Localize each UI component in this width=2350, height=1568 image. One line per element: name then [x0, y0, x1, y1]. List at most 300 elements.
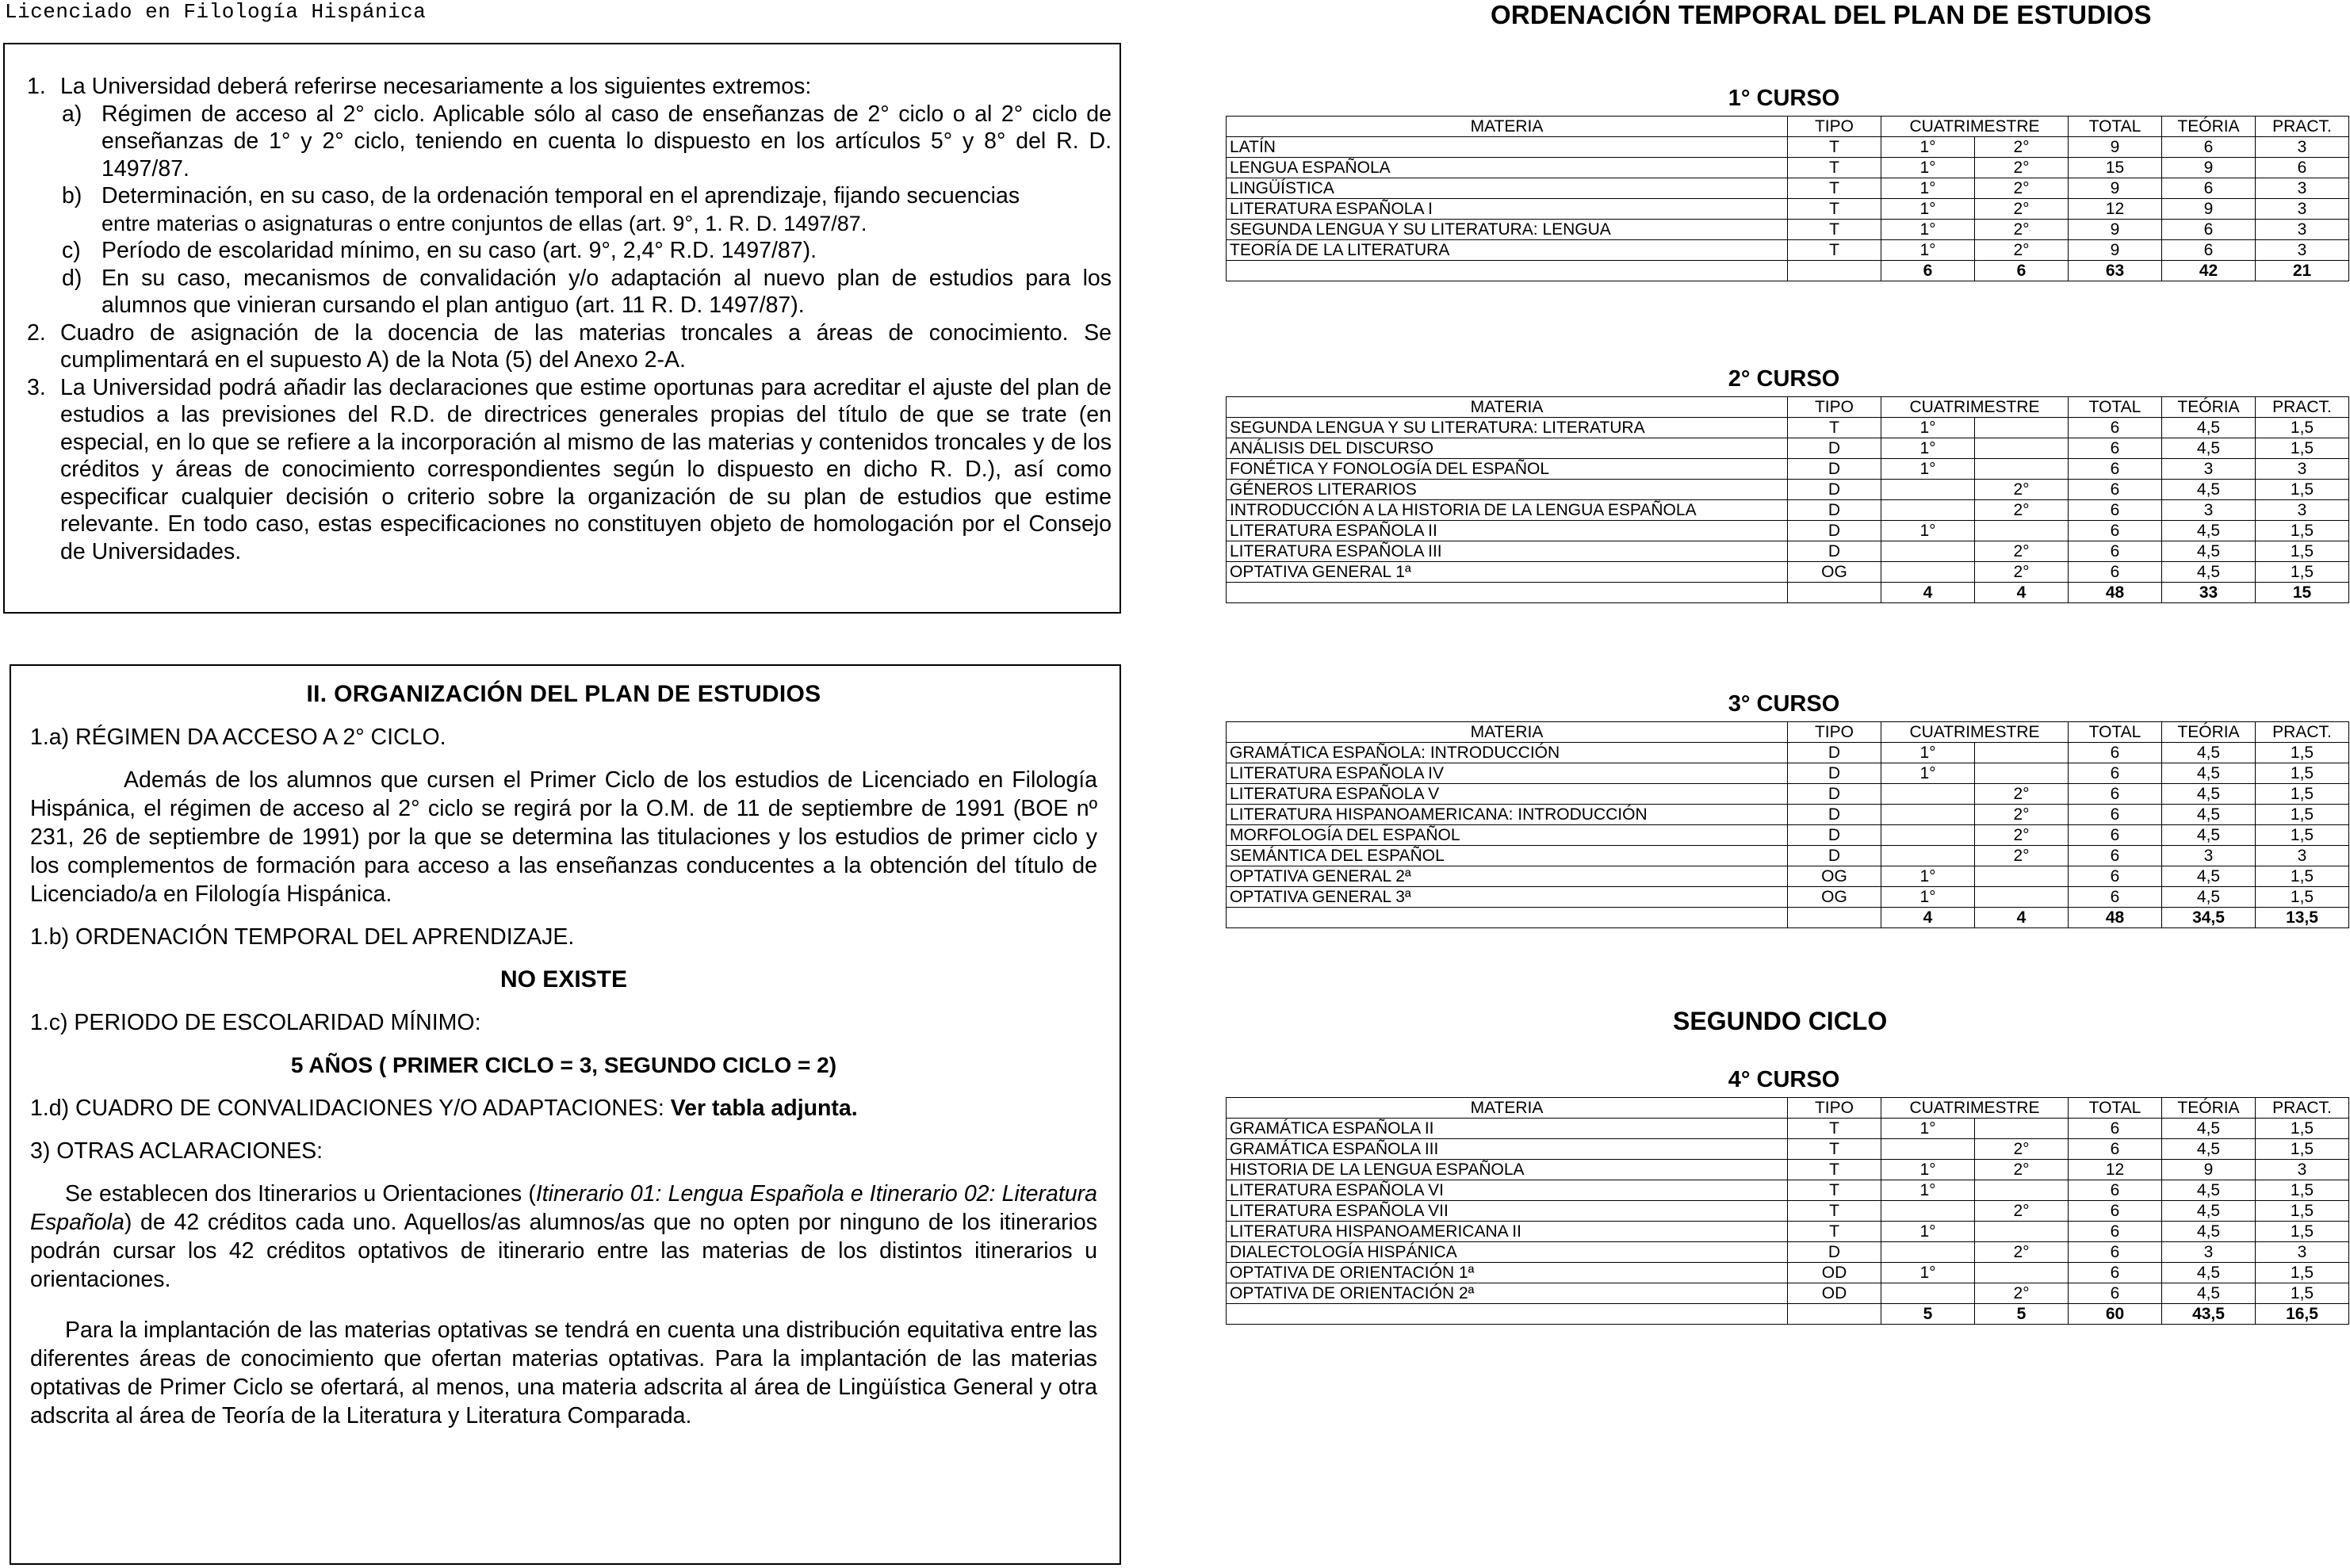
cell-tipo: OG: [1788, 562, 1881, 583]
table-row: [1227, 1222, 2349, 1242]
cell-tipo: OD: [1788, 1283, 1881, 1304]
cell-empty: [1788, 261, 1881, 281]
cell-total: 9: [2069, 178, 2162, 199]
cell-total: 12: [2069, 199, 2162, 220]
cell-total: 12: [2069, 1160, 2162, 1180]
note-text: En su caso, mecanismos de convalidación y/o adaptación al nuevo plan de estudios para los alumnos que vinieran cursando el plan antiguo (art. 11 R. D. 1497/87).: [101, 265, 1112, 318]
cell-teoria: 4,5: [2162, 438, 2256, 459]
section-1d-row: [30, 1094, 1097, 1122]
cell-empty: [1227, 261, 1788, 281]
table-row: [1227, 866, 2349, 887]
cell-cuatrimestre-2: 2°: [1975, 541, 2069, 562]
cell-cuatrimestre-2: 2°: [1975, 805, 2069, 825]
cell-tipo: D: [1788, 438, 1881, 459]
cell-cuatrimestre-2: [1975, 1119, 2069, 1139]
note-number: 1.: [27, 74, 46, 99]
cell-pract: 1,5: [2256, 1201, 2349, 1222]
cell-cuatrimestre-1: [1881, 1283, 1975, 1304]
section-3-text-b: ) de 42 créditos cada uno. Aquellos/as alumnos/as que no opten por ninguno de los itinerarios podrán cursar los 42 créditos optativos de itinerario entre las materias de los distintos itinerarios u orientaciones.: [30, 1210, 1097, 1292]
table-totals-row: [1227, 261, 2349, 281]
course-1-table: [1226, 116, 2349, 281]
cell-teoria: 3: [2162, 500, 2256, 521]
header-cuatrimestre: CUATRIMESTRE: [1881, 1098, 2069, 1119]
cell-teoria: 6: [2162, 178, 2256, 199]
cell-empty: [1227, 908, 1788, 928]
total-pract: 21: [2256, 261, 2349, 281]
cell-tipo: T: [1788, 240, 1881, 261]
note-number: 2.: [27, 319, 46, 346]
cell-materia: LITERATURA HISPANOAMERICANA II: [1227, 1222, 1788, 1242]
cell-total: 6: [2069, 1222, 2162, 1242]
header-teoria: TEÓRIA: [2162, 1098, 2256, 1119]
cell-tipo: D: [1788, 541, 1881, 562]
cell-materia: INTRODUCCIÓN A LA HISTORIA DE LA LENGUA ESPAÑOLA: [1227, 500, 1788, 521]
cell-tipo: T: [1788, 199, 1881, 220]
header-pract: PRACT.: [2256, 397, 2349, 418]
section-3-text-italic: Itinerario 01: Lengua Española e Itinerario 02: Literatura Española: [30, 1181, 1097, 1235]
cell-materia: OPTATIVA GENERAL 1ª: [1227, 562, 1788, 583]
total-teoria: 43,5: [2162, 1304, 2256, 1325]
table-row: [1227, 562, 2349, 583]
cell-tipo: T: [1788, 220, 1881, 240]
cell-teoria: 4,5: [2162, 418, 2256, 438]
section-3-heading: 3) OTRAS ACLARACIONES:: [30, 1138, 323, 1164]
cell-total: 6: [2069, 866, 2162, 887]
cell-cuatrimestre-2: 2°: [1975, 846, 2069, 866]
cell-teoria: 4,5: [2162, 1283, 2256, 1304]
cell-tipo: D: [1788, 459, 1881, 480]
cell-teoria: 4,5: [2162, 541, 2256, 562]
cell-teoria: 4,5: [2162, 1263, 2256, 1283]
cell-cuatrimestre-2: 2°: [1975, 240, 2069, 261]
cell-pract: 3: [2256, 1242, 2349, 1263]
course-3-label: 3° CURSO: [1728, 691, 1840, 717]
total-cuatrimestre-2: 5: [1975, 1304, 2069, 1325]
cell-cuatrimestre-1: 1°: [1881, 158, 1975, 178]
table-row: [1227, 220, 2349, 240]
cell-teoria: 3: [2162, 459, 2256, 480]
cell-materia: LENGUA ESPAÑOLA: [1227, 158, 1788, 178]
cell-cuatrimestre-1: 1°: [1881, 459, 1975, 480]
note-item-2: [27, 319, 1112, 374]
cell-total: 6: [2069, 743, 2162, 763]
section-1d-link: Ver tabla adjunta.: [670, 1096, 858, 1121]
cell-cuatrimestre-2: 2°: [1975, 1160, 2069, 1180]
cell-tipo: T: [1788, 1222, 1881, 1242]
table-row: [1227, 1242, 2349, 1263]
cell-cuatrimestre-1: 1°: [1881, 866, 1975, 887]
course-3-table: [1226, 721, 2349, 928]
total-teoria: 34,5: [2162, 908, 2256, 928]
header-tipo: TIPO: [1788, 397, 1881, 418]
cell-cuatrimestre-1: [1881, 541, 1975, 562]
cell-tipo: T: [1788, 178, 1881, 199]
cell-teoria: 4,5: [2162, 784, 2256, 805]
cell-empty: [1227, 583, 1788, 603]
total-total: 63: [2069, 261, 2162, 281]
note-text: La Universidad podrá añadir las declaraciones que estime oportunas para acreditar el ajuste del plan de estudios a las previsiones del R.D. de directrices generales propias del título de que se trate (en especial, en lo que se refiere a la incorporación al mismo de las materias y contenidos troncales y de los créditos y áreas de conocimiento correspondientes según lo dispuesto en dicho R. D.), así como especificar cualquier decisión o criterio sobre la organización de su plan de estudios que estime relevante. En todo caso, estas especificaciones no constituyen objeto de homologación por el Consejo de Universidades.: [60, 374, 1112, 564]
table-row: [1227, 199, 2349, 220]
cell-teoria: 9: [2162, 158, 2256, 178]
cell-total: 9: [2069, 137, 2162, 158]
cell-tipo: D: [1788, 1242, 1881, 1263]
header-materia: MATERIA: [1227, 1098, 1788, 1119]
cell-pract: 1,5: [2256, 887, 2349, 908]
cell-cuatrimestre-2: 2°: [1975, 178, 2069, 199]
cell-pract: 1,5: [2256, 1263, 2349, 1283]
cell-cuatrimestre-2: 2°: [1975, 1283, 2069, 1304]
cell-cuatrimestre-1: [1881, 1139, 1975, 1160]
note-letter: a): [62, 101, 82, 127]
cell-cuatrimestre-1: 1°: [1881, 137, 1975, 158]
cell-pract: 1,5: [2256, 763, 2349, 784]
cell-materia: TEORÍA DE LA LITERATURA: [1227, 240, 1788, 261]
cell-materia: MORFOLOGÍA DEL ESPAÑOL: [1227, 825, 1788, 846]
cell-cuatrimestre-2: 2°: [1975, 825, 2069, 846]
table-row: [1227, 459, 2349, 480]
cell-total: 6: [2069, 1242, 2162, 1263]
cell-total: 6: [2069, 521, 2162, 541]
cell-pract: 1,5: [2256, 1139, 2349, 1160]
cell-teoria: 4,5: [2162, 1119, 2256, 1139]
cell-teoria: 4,5: [2162, 763, 2256, 784]
cell-empty: [1788, 1304, 1881, 1325]
table-header-row: [1227, 397, 2349, 418]
cell-total: 6: [2069, 1180, 2162, 1201]
cell-cuatrimestre-2: [1975, 521, 2069, 541]
table-row: [1227, 887, 2349, 908]
cell-cuatrimestre-1: 1°: [1881, 418, 1975, 438]
total-pract: 16,5: [2256, 1304, 2349, 1325]
cell-tipo: OG: [1788, 866, 1881, 887]
course-2-table: [1226, 396, 2349, 603]
total-pract: 15: [2256, 583, 2349, 603]
cell-teoria: 4,5: [2162, 805, 2256, 825]
cell-cuatrimestre-2: 2°: [1975, 784, 2069, 805]
cell-materia: GRAMÁTICA ESPAÑOLA: INTRODUCCIÓN: [1227, 743, 1788, 763]
cell-cuatrimestre-1: [1881, 784, 1975, 805]
cell-total: 6: [2069, 438, 2162, 459]
table-row: [1227, 541, 2349, 562]
cell-materia: LITERATURA ESPAÑOLA V: [1227, 784, 1788, 805]
cell-tipo: T: [1788, 1180, 1881, 1201]
header-cuatrimestre: CUATRIMESTRE: [1881, 397, 2069, 418]
cell-total: 6: [2069, 1283, 2162, 1304]
header-materia: MATERIA: [1227, 722, 1788, 743]
header-tipo: TIPO: [1788, 722, 1881, 743]
cell-total: 6: [2069, 480, 2162, 500]
course-4-table: [1226, 1097, 2349, 1325]
header-teoria: TEÓRIA: [2162, 722, 2256, 743]
table-row: [1227, 178, 2349, 199]
cell-total: 9: [2069, 240, 2162, 261]
total-cuatrimestre-1: 4: [1881, 908, 1975, 928]
cell-materia: OPTATIVA DE ORIENTACIÓN 2ª: [1227, 1283, 1788, 1304]
section-1d-heading: 1.d) CUADRO DE CONVALIDACIONES Y/O ADAPTACIONES:: [30, 1096, 664, 1121]
section-1a-heading: 1.a) RÉGIMEN DA ACCESO A 2° CICLO.: [30, 725, 446, 750]
cell-cuatrimestre-1: [1881, 562, 1975, 583]
total-cuatrimestre-1: 5: [1881, 1304, 1975, 1325]
cell-empty: [1788, 908, 1881, 928]
section-3-text-a: Se establecen dos Itinerarios u Orientaciones (: [65, 1181, 536, 1207]
note-text: Régimen de acceso al 2° ciclo. Aplicable sólo al caso de enseñanzas de 2° ciclo o al 2° ciclo de enseñanzas de 1° y 2° ciclo, teniendo en cuenta lo dispuesto en los artículos 5° y 8° del R. D. 1497/87.: [101, 101, 1112, 182]
cell-cuatrimestre-1: 1°: [1881, 521, 1975, 541]
cell-pract: 3: [2256, 199, 2349, 220]
note-letter: b): [62, 183, 82, 208]
section-1c-heading: 1.c) PERIODO DE ESCOLARIDAD MÍNIMO:: [30, 1010, 481, 1035]
cell-cuatrimestre-2: 2°: [1975, 158, 2069, 178]
cell-pract: 3: [2256, 240, 2349, 261]
cell-total: 6: [2069, 784, 2162, 805]
cell-pract: 1,5: [2256, 438, 2349, 459]
cell-pract: 1,5: [2256, 1222, 2349, 1242]
cell-teoria: 6: [2162, 137, 2256, 158]
cell-cuatrimestre-1: 1°: [1881, 1119, 1975, 1139]
cell-materia: OPTATIVA GENERAL 3ª: [1227, 887, 1788, 908]
table-row: [1227, 1139, 2349, 1160]
page-header-title: Licenciado en Filología Hispánica: [5, 0, 427, 24]
cell-total: 6: [2069, 541, 2162, 562]
header-cuatrimestre: CUATRIMESTRE: [1881, 117, 2069, 137]
segundo-ciclo-label: SEGUNDO CICLO: [1673, 1007, 1888, 1035]
cell-teoria: 4,5: [2162, 1139, 2256, 1160]
table-row: [1227, 1119, 2349, 1139]
cell-cuatrimestre-2: 2°: [1975, 1201, 2069, 1222]
cell-cuatrimestre-1: 1°: [1881, 199, 1975, 220]
notes-box: [3, 43, 1121, 614]
cell-cuatrimestre-2: [1975, 418, 2069, 438]
total-cuatrimestre-2: 4: [1975, 583, 2069, 603]
cell-materia: SEGUNDA LENGUA Y SU LITERATURA: LITERATURA: [1227, 418, 1788, 438]
cell-teoria: 6: [2162, 220, 2256, 240]
cell-cuatrimestre-1: 1°: [1881, 220, 1975, 240]
cell-materia: OPTATIVA GENERAL 2ª: [1227, 866, 1788, 887]
cell-pract: 1,5: [2256, 805, 2349, 825]
cell-tipo: T: [1788, 1201, 1881, 1222]
note-number: 3.: [27, 374, 46, 400]
header-tipo: TIPO: [1788, 117, 1881, 137]
table-row: [1227, 438, 2349, 459]
cell-pract: 1,5: [2256, 825, 2349, 846]
note-subitem-b: [27, 182, 1112, 237]
header-cuatrimestre: CUATRIMESTRE: [1881, 722, 2069, 743]
table-row: [1227, 1180, 2349, 1201]
cell-teoria: 4,5: [2162, 866, 2256, 887]
cell-cuatrimestre-1: [1881, 1242, 1975, 1263]
header-materia: MATERIA: [1227, 117, 1788, 137]
cell-total: 6: [2069, 825, 2162, 846]
cell-total: 6: [2069, 1119, 2162, 1139]
cell-tipo: D: [1788, 825, 1881, 846]
table-row: [1227, 825, 2349, 846]
table-row: [1227, 1201, 2349, 1222]
cell-materia: LITERATURA ESPAÑOLA II: [1227, 521, 1788, 541]
note-subitem-a: [27, 101, 1112, 183]
cell-teoria: 4,5: [2162, 887, 2256, 908]
total-total: 60: [2069, 1304, 2162, 1325]
cell-tipo: D: [1788, 784, 1881, 805]
cell-total: 6: [2069, 500, 2162, 521]
cell-materia: FONÉTICA Y FONOLOGÍA DEL ESPAÑOL: [1227, 459, 1788, 480]
header-pract: PRACT.: [2256, 117, 2349, 137]
cell-empty: [1227, 1304, 1788, 1325]
cell-teoria: 4,5: [2162, 1201, 2256, 1222]
cell-total: 9: [2069, 220, 2162, 240]
cell-cuatrimestre-1: 1°: [1881, 887, 1975, 908]
cell-tipo: OG: [1788, 887, 1881, 908]
total-cuatrimestre-2: 6: [1975, 261, 2069, 281]
cell-total: 6: [2069, 418, 2162, 438]
cell-cuatrimestre-2: [1975, 1180, 2069, 1201]
total-cuatrimestre-2: 4: [1975, 908, 2069, 928]
table-row: [1227, 784, 2349, 805]
note-subitem-d: [27, 265, 1112, 319]
cell-cuatrimestre-2: 2°: [1975, 137, 2069, 158]
header-pract: PRACT.: [2256, 1098, 2349, 1119]
cell-pract: 1,5: [2256, 743, 2349, 763]
cell-teoria: 4,5: [2162, 562, 2256, 583]
cell-cuatrimestre-1: 1°: [1881, 1222, 1975, 1242]
header-materia: MATERIA: [1227, 397, 1788, 418]
cell-materia: SEGUNDA LENGUA Y SU LITERATURA: LENGUA: [1227, 220, 1788, 240]
cell-cuatrimestre-2: [1975, 459, 2069, 480]
cell-cuatrimestre-1: [1881, 825, 1975, 846]
cell-total: 6: [2069, 459, 2162, 480]
cell-cuatrimestre-1: [1881, 1201, 1975, 1222]
cell-teoria: 9: [2162, 1160, 2256, 1180]
cell-pract: 1,5: [2256, 541, 2349, 562]
header-pract: PRACT.: [2256, 722, 2349, 743]
cell-pract: 1,5: [2256, 1180, 2349, 1201]
table-row: [1227, 137, 2349, 158]
cell-teoria: 6: [2162, 240, 2256, 261]
table-row: [1227, 846, 2349, 866]
header-total: TOTAL: [2069, 117, 2162, 137]
total-total: 48: [2069, 583, 2162, 603]
cell-cuatrimestre-1: [1881, 805, 1975, 825]
cell-total: 6: [2069, 887, 2162, 908]
total-teoria: 42: [2162, 261, 2256, 281]
cell-teoria: 4,5: [2162, 521, 2256, 541]
cell-pract: 3: [2256, 137, 2349, 158]
cell-cuatrimestre-2: 2°: [1975, 220, 2069, 240]
table-row: [1227, 743, 2349, 763]
cell-cuatrimestre-1: 1°: [1881, 743, 1975, 763]
note-text: Determinación, en su caso, de la ordenación temporal en el aprendizaje, fijando secuencias: [101, 183, 1020, 208]
cell-materia: OPTATIVA DE ORIENTACIÓN 1ª: [1227, 1263, 1788, 1283]
cell-tipo: T: [1788, 1139, 1881, 1160]
note-text: La Universidad deberá referirse necesariamente a los siguientes extremos:: [60, 74, 812, 99]
cell-cuatrimestre-1: 1°: [1881, 240, 1975, 261]
cell-pract: 3: [2256, 1160, 2349, 1180]
table-row: [1227, 240, 2349, 261]
header-total: TOTAL: [2069, 1098, 2162, 1119]
table-totals-row: [1227, 1304, 2349, 1325]
cell-teoria: 4,5: [2162, 825, 2256, 846]
cell-total: 6: [2069, 1139, 2162, 1160]
cell-pract: 3: [2256, 459, 2349, 480]
organization-box: [10, 664, 1121, 1565]
cell-cuatrimestre-1: 1°: [1881, 178, 1975, 199]
cell-cuatrimestre-2: [1975, 887, 2069, 908]
cell-teoria: 4,5: [2162, 480, 2256, 500]
table-header-row: [1227, 117, 2349, 137]
cell-cuatrimestre-2: [1975, 438, 2069, 459]
cell-materia: LINGÜÍSTICA: [1227, 178, 1788, 199]
header-total: TOTAL: [2069, 722, 2162, 743]
cell-cuatrimestre-1: 1°: [1881, 438, 1975, 459]
cell-cuatrimestre-1: [1881, 500, 1975, 521]
cell-cuatrimestre-2: 2°: [1975, 1139, 2069, 1160]
cell-teoria: 4,5: [2162, 743, 2256, 763]
table-row: [1227, 1283, 2349, 1304]
cell-cuatrimestre-2: [1975, 743, 2069, 763]
cell-tipo: T: [1788, 418, 1881, 438]
section-1b-heading: 1.b) ORDENACIÓN TEMPORAL DEL APRENDIZAJE.: [30, 924, 575, 950]
table-row: [1227, 480, 2349, 500]
cell-tipo: T: [1788, 158, 1881, 178]
cell-pract: 3: [2256, 500, 2349, 521]
organization-title: II. ORGANIZACIÓN DEL PLAN DE ESTUDIOS: [306, 681, 821, 707]
cell-materia: LITERATURA ESPAÑOLA VI: [1227, 1180, 1788, 1201]
cell-pract: 3: [2256, 846, 2349, 866]
cell-total: 6: [2069, 805, 2162, 825]
table-totals-row: [1227, 908, 2349, 928]
cell-total: 6: [2069, 846, 2162, 866]
cell-tipo: D: [1788, 480, 1881, 500]
cell-materia: GRAMÁTICA ESPAÑOLA II: [1227, 1119, 1788, 1139]
cell-tipo: D: [1788, 763, 1881, 784]
cell-total: 6: [2069, 1263, 2162, 1283]
table-row: [1227, 1263, 2349, 1283]
cell-tipo: D: [1788, 805, 1881, 825]
cell-materia: LITERATURA HISPANOAMERICANA: INTRODUCCIÓN: [1227, 805, 1788, 825]
table-row: [1227, 500, 2349, 521]
table-header-row: [1227, 722, 2349, 743]
cell-cuatrimestre-2: 2°: [1975, 500, 2069, 521]
total-teoria: 33: [2162, 583, 2256, 603]
cell-cuatrimestre-2: [1975, 1263, 2069, 1283]
cell-pract: 3: [2256, 220, 2349, 240]
cell-materia: LITERATURA ESPAÑOLA IV: [1227, 763, 1788, 784]
course-1-label: 1° CURSO: [1728, 86, 1840, 111]
cell-materia: HISTORIA DE LA LENGUA ESPAÑOLA: [1227, 1160, 1788, 1180]
cell-tipo: D: [1788, 743, 1881, 763]
cell-pract: 6: [2256, 158, 2349, 178]
cell-cuatrimestre-2: 2°: [1975, 562, 2069, 583]
cell-cuatrimestre-1: 1°: [1881, 763, 1975, 784]
total-cuatrimestre-1: 4: [1881, 583, 1975, 603]
cell-tipo: OD: [1788, 1263, 1881, 1283]
section-1c-value: 5 AÑOS ( PRIMER CICLO = 3, SEGUNDO CICLO = 2): [290, 1053, 837, 1077]
header-tipo: TIPO: [1788, 1098, 1881, 1119]
cell-materia: LITERATURA ESPAÑOLA VII: [1227, 1201, 1788, 1222]
cell-pract: 1,5: [2256, 866, 2349, 887]
cell-cuatrimestre-1: [1881, 480, 1975, 500]
cell-cuatrimestre-2: 2°: [1975, 480, 2069, 500]
note-text: Período de escolaridad mínimo, en su caso (art. 9°, 2,4° R.D. 1497/87).: [101, 238, 817, 263]
cell-materia: DIALECTOLOGÍA HISPÁNICA: [1227, 1242, 1788, 1263]
course-4-label: 4° CURSO: [1728, 1067, 1840, 1092]
total-cuatrimestre-1: 6: [1881, 261, 1975, 281]
cell-pract: 1,5: [2256, 562, 2349, 583]
cell-tipo: T: [1788, 1119, 1881, 1139]
note-text: Cuadro de asignación de la docencia de las materias troncales a áreas de conocimiento. Se cumplimentará en el supuesto A) de la Nota (5) del Anexo 2-A.: [60, 319, 1112, 373]
note-subitem-c: [27, 237, 1112, 265]
cell-cuatrimestre-1: 1°: [1881, 1263, 1975, 1283]
cell-cuatrimestre-1: 1°: [1881, 1160, 1975, 1180]
cell-teoria: 3: [2162, 1242, 2256, 1263]
